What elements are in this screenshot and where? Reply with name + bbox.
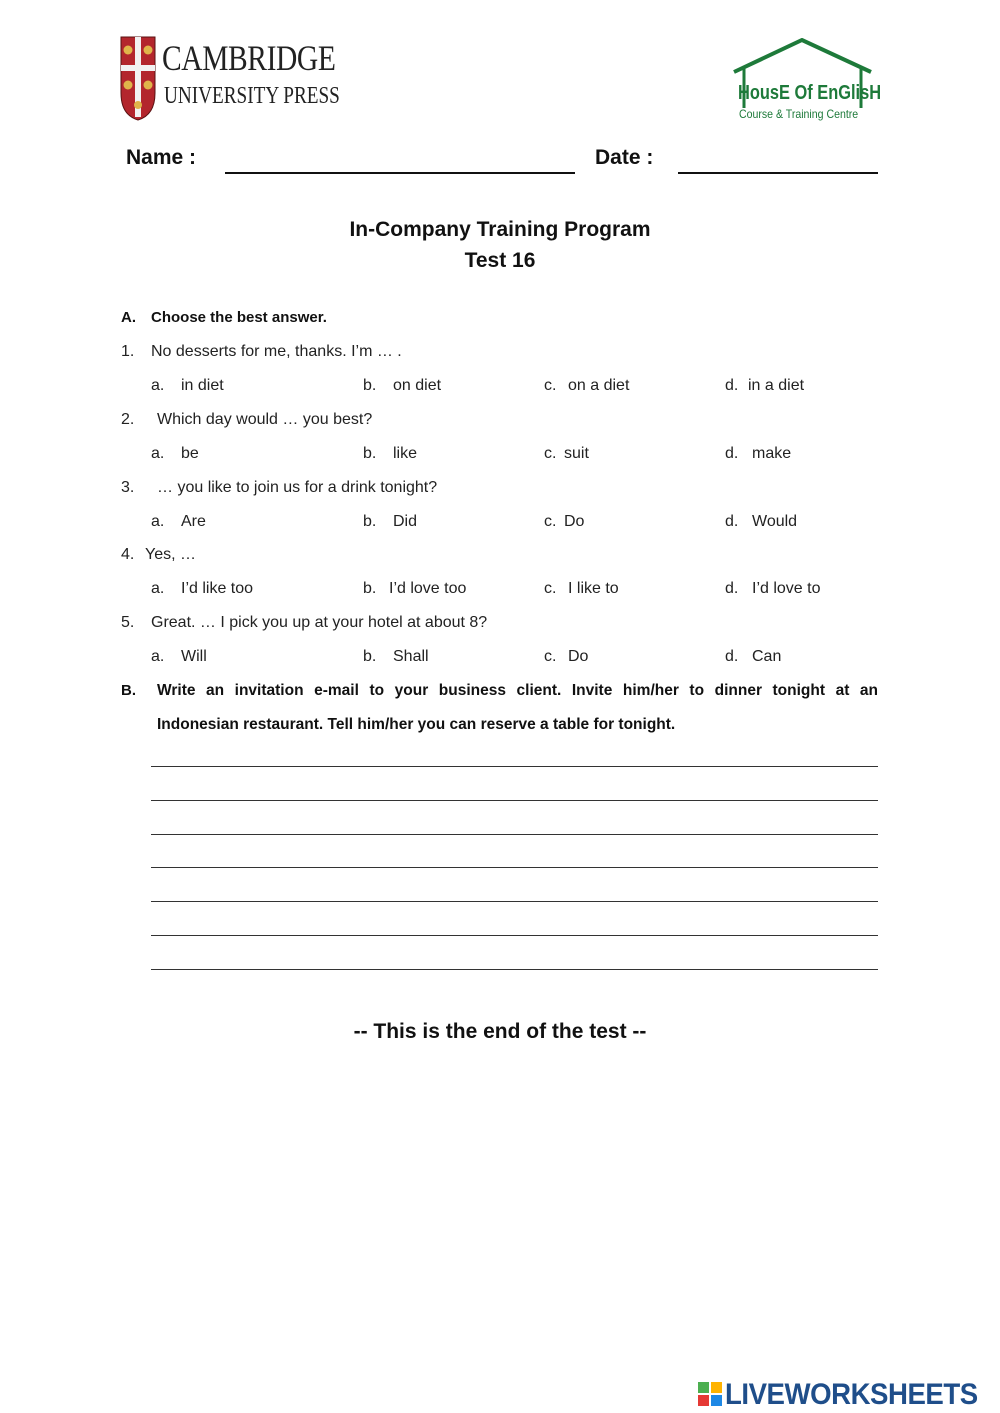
- section-a-heading: Choose the best answer.: [151, 309, 327, 326]
- cambridge-logo: [120, 35, 340, 123]
- answer-line[interactable]: [151, 866, 878, 868]
- house-of-english-logo: [730, 38, 882, 126]
- option-text: Will: [181, 648, 207, 665]
- option-letter: c.: [544, 513, 557, 530]
- option-letter: d.: [725, 445, 739, 462]
- option-d[interactable]: [725, 580, 820, 598]
- question-number: 2.: [121, 411, 135, 428]
- option-d[interactable]: [725, 377, 804, 395]
- option-letter: c.: [544, 648, 557, 665]
- liveworksheets-logo: [697, 1378, 997, 1412]
- question-number: 4.: [121, 546, 135, 563]
- cambridge-shield-icon: [120, 35, 156, 121]
- option-b[interactable]: [363, 377, 441, 395]
- date-label: Date :: [595, 146, 654, 169]
- option-letter: d.: [725, 513, 739, 530]
- option-text: Do: [564, 513, 585, 530]
- option-text: Did: [393, 513, 418, 530]
- option-a[interactable]: [151, 377, 224, 395]
- house-of-english-name: HousE Of EnGlisH: [738, 82, 882, 104]
- option-text: Can: [752, 648, 782, 665]
- option-text: suit: [564, 445, 589, 462]
- option-letter: b.: [363, 580, 377, 597]
- option-letter: d.: [725, 648, 739, 665]
- option-letter: b.: [363, 513, 377, 530]
- test-number: Test 16: [464, 249, 536, 272]
- question-text: Which day would … you best?: [157, 411, 373, 428]
- section-a-letter: A.: [121, 309, 136, 326]
- option-text: in a diet: [748, 377, 805, 394]
- option-text: Would: [752, 513, 798, 530]
- option-c[interactable]: [544, 580, 619, 598]
- name-label: Name :: [126, 146, 197, 169]
- end-of-test: -- This is the end of the test --: [353, 1020, 647, 1043]
- answer-line[interactable]: [151, 833, 878, 835]
- question-number: 1.: [121, 343, 135, 360]
- cambridge-logo-line1: CAMBRIDGE: [162, 38, 336, 78]
- option-text: I’d love too: [389, 580, 467, 597]
- question-text: Great. … I pick you up at your hotel at about 8?: [151, 614, 488, 631]
- option-c[interactable]: [544, 377, 629, 395]
- section-b-instruction-line1: Write an invitation e-mail to your business client. Invite him/her to dinner tonight at an: [157, 682, 878, 699]
- option-b[interactable]: [363, 445, 417, 463]
- answer-line[interactable]: [151, 968, 878, 970]
- option-b[interactable]: [363, 580, 466, 598]
- liveworksheets-icon: [697, 1381, 723, 1407]
- question-number: 5.: [121, 614, 135, 631]
- house-of-english-subtitle: Course & Training Centre: [739, 107, 859, 121]
- answer-line[interactable]: [151, 765, 878, 767]
- option-letter: b.: [363, 445, 377, 462]
- option-text: like: [393, 445, 418, 462]
- option-a[interactable]: [151, 648, 207, 666]
- cambridge-logo-line2: UNIVERSITY PRESS: [164, 83, 340, 109]
- section-b-instruction-line2: Indonesian restaurant. Tell him/her you can reserve a table for tonight.: [157, 716, 676, 733]
- date-field[interactable]: [678, 148, 878, 174]
- option-letter: a.: [151, 580, 165, 597]
- option-letter: c.: [544, 445, 557, 462]
- answer-line[interactable]: [151, 934, 878, 936]
- option-text: on diet: [393, 377, 442, 394]
- answer-line[interactable]: [151, 900, 878, 902]
- option-d[interactable]: [725, 513, 797, 531]
- option-letter: d.: [725, 580, 739, 597]
- option-b[interactable]: [363, 648, 429, 666]
- option-letter: b.: [363, 648, 377, 665]
- option-letter: a.: [151, 648, 165, 665]
- name-field[interactable]: [225, 148, 575, 174]
- option-text: I’d love to: [752, 580, 821, 597]
- question-text: No desserts for me, thanks. I’m … .: [151, 343, 402, 360]
- option-a[interactable]: [151, 445, 199, 463]
- option-text: Are: [181, 513, 206, 530]
- section-b-letter: B.: [121, 682, 136, 699]
- option-d[interactable]: [725, 445, 791, 463]
- option-letter: b.: [363, 377, 377, 394]
- option-letter: c.: [544, 580, 557, 597]
- option-text: in diet: [181, 377, 224, 394]
- option-text: I’d like too: [181, 580, 254, 597]
- option-letter: a.: [151, 513, 165, 530]
- option-text: Do: [568, 648, 589, 665]
- option-d[interactable]: [725, 648, 781, 666]
- option-text: be: [181, 445, 199, 462]
- option-letter: d.: [725, 377, 739, 394]
- option-c[interactable]: [544, 445, 589, 463]
- option-letter: c.: [544, 377, 557, 394]
- option-a[interactable]: [151, 513, 206, 531]
- liveworksheets-wordmark: LIVEWORKSHEETS: [725, 1378, 978, 1411]
- question-text: … you like to join us for a drink tonight?: [157, 479, 438, 496]
- option-text: I like to: [568, 580, 619, 597]
- option-a[interactable]: [151, 580, 253, 598]
- answer-line[interactable]: [151, 799, 878, 801]
- option-text: make: [752, 445, 792, 462]
- question-number: 3.: [121, 479, 135, 496]
- page-title: In-Company Training Program: [349, 218, 651, 241]
- option-c[interactable]: [544, 513, 584, 531]
- option-text: Shall: [393, 648, 429, 665]
- option-letter: a.: [151, 377, 165, 394]
- option-b[interactable]: [363, 513, 417, 531]
- question-text: Yes, …: [145, 546, 196, 563]
- option-letter: a.: [151, 445, 165, 462]
- option-c[interactable]: [544, 648, 588, 666]
- option-text: on a diet: [568, 377, 630, 394]
